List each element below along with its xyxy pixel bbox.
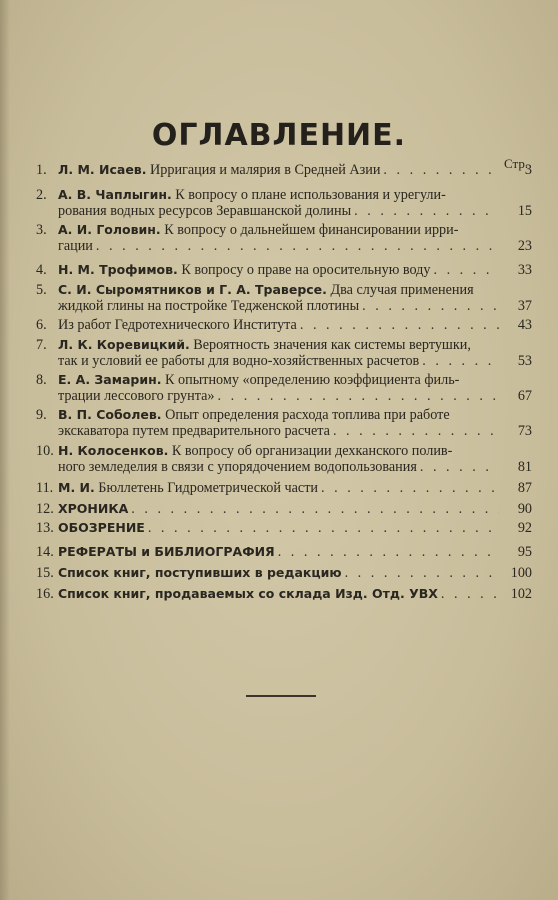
page-title: ОГЛАВЛЕНИЕ. — [151, 118, 407, 153]
dot-leader — [433, 262, 499, 278]
entry-author: М. И. — [58, 480, 95, 495]
entry-author: Н. Колосенков. — [58, 443, 169, 458]
entry-page: 95 — [517, 544, 532, 560]
entry-number: 7. — [36, 337, 47, 353]
entry-section-title: ОБОЗРЕНИЕ — [58, 520, 145, 535]
dot-leader — [148, 520, 499, 536]
entry-title-line: жидкой глины на постройке Теджeнской плотины — [58, 298, 360, 314]
entry-author: А. В. Чаплыгин. — [58, 187, 172, 202]
entry-title-line: Из работ Гедротехнического Института — [58, 317, 297, 333]
entry-author: С. И. Сыромятников и Г. А. Траверсе. — [58, 282, 327, 297]
toc-entry — [36, 262, 532, 278]
entry-number: 11. — [36, 480, 54, 496]
entry-page: 37 — [517, 298, 532, 314]
dot-leader — [96, 238, 499, 254]
dot-leader — [321, 480, 499, 496]
entry-number: 16. — [36, 586, 54, 602]
entry-number: 4. — [36, 262, 47, 278]
entry-author: Л. М. Исаев. — [58, 162, 147, 177]
toc-entry — [36, 480, 532, 496]
entry-number: 5. — [36, 282, 47, 298]
entry-title-line: Опыт определения расхода топлива при работе — [165, 407, 450, 423]
entry-number: 10. — [36, 443, 54, 459]
dot-leader — [420, 459, 499, 475]
entry-title-line: Бюллетень Гидрометрической части — [98, 480, 318, 496]
entry-author: Н. М. Трофимов. — [58, 262, 178, 277]
entry-number: 15. — [36, 565, 54, 581]
entry-section-title: Список книг, продаваемых со склада Изд. Отд. УВХ — [58, 586, 438, 601]
dot-leader — [131, 501, 499, 517]
entry-page: 90 — [517, 501, 532, 517]
toc-entry — [36, 501, 532, 517]
dot-leader — [354, 203, 499, 219]
entry-page: 43 — [517, 317, 532, 333]
toc-entry — [36, 222, 532, 254]
entry-title-line: К вопросу о плане использования и урегули- — [175, 187, 446, 203]
dot-leader — [278, 544, 499, 560]
dot-leader — [345, 565, 499, 581]
toc-entry — [36, 372, 532, 404]
toc-entry — [36, 565, 532, 581]
closing-rule — [246, 695, 316, 697]
entry-title-line: К вопросу о праве на оросительную воду — [181, 262, 431, 278]
entry-page: 100 — [510, 565, 532, 581]
entry-section-title: РЕФЕРАТЫ и БИБЛИОГРАФИЯ — [58, 544, 275, 559]
entry-author: Л. К. Коревицкий. — [58, 337, 190, 352]
entry-author: Е. А. Замарин. — [58, 372, 162, 387]
entry-number: 14. — [36, 544, 54, 560]
dot-leader — [383, 162, 499, 178]
dot-leader — [441, 586, 499, 602]
entry-author: А. И. Головин. — [58, 222, 161, 237]
entry-page: 67 — [517, 388, 532, 404]
toc-entry — [36, 407, 532, 439]
entry-number: 9. — [36, 407, 47, 423]
dot-leader — [333, 423, 499, 439]
entry-number: 13. — [36, 520, 54, 536]
entry-page: 92 — [517, 520, 532, 536]
entry-title-line: Два случая применения — [330, 282, 474, 298]
toc-entry — [36, 586, 532, 602]
toc-entry — [36, 544, 532, 560]
dot-leader — [300, 317, 499, 333]
entry-title-line: Вероятность значения как системы вертушки, — [193, 337, 471, 353]
dot-leader — [422, 353, 499, 369]
entry-number: 6. — [36, 317, 47, 333]
entry-page: 102 — [510, 586, 532, 602]
entry-section-title: ХРОНИКА — [58, 501, 129, 516]
entry-number: 2. — [36, 187, 47, 203]
toc-entry — [36, 317, 532, 333]
toc-entry — [36, 162, 532, 178]
entry-section-title: Список книг, поступивших в редакцию — [58, 565, 342, 580]
entry-page: 73 — [517, 423, 532, 439]
page-column-header: Стр. — [504, 156, 529, 171]
entry-number: 1. — [36, 162, 47, 178]
entry-page: 87 — [517, 480, 532, 496]
entry-title-line: К вопросу о дальнейшем финансировании ирри- — [164, 222, 459, 238]
entry-page: 33 — [517, 262, 532, 278]
entry-title-line: К вопросу об организации дехканского полив- — [171, 443, 453, 459]
entry-page: 81 — [517, 459, 532, 475]
entry-page: 3 — [524, 162, 532, 178]
dot-leader — [218, 388, 500, 404]
entry-number: 12. — [36, 501, 54, 517]
entry-title-line: экскаватора путем предварительного расчета — [58, 423, 330, 439]
toc-entry — [36, 520, 532, 536]
entry-title-line: К опытному «определению коэффициента филь- — [165, 372, 460, 388]
entry-title-line: ного земледелия в связи с упорядочением водопользования — [58, 459, 417, 475]
entry-title-line: рования водных ресурсов Зеравшанской долины — [58, 203, 352, 219]
entry-number: 8. — [36, 372, 47, 388]
entry-page: 53 — [517, 353, 532, 369]
toc-entry — [36, 282, 532, 314]
toc-entry — [36, 187, 532, 219]
entry-title-line: трации лессового грунта» — [58, 388, 215, 404]
entry-number: 3. — [36, 222, 47, 238]
toc-entry — [36, 337, 532, 369]
toc-entry — [36, 443, 532, 475]
entry-title-line: гации — [58, 238, 93, 254]
dot-leader — [362, 298, 499, 314]
entry-title-line: так и условий ее работы для водно-хозяйственных расчетов — [58, 353, 420, 369]
entry-author: В. П. Соболев. — [58, 407, 162, 422]
entry-page: 15 — [517, 203, 532, 219]
entry-page: 23 — [517, 238, 532, 254]
entry-title-line: Ирригация и малярия в Средней Азии — [150, 162, 381, 178]
